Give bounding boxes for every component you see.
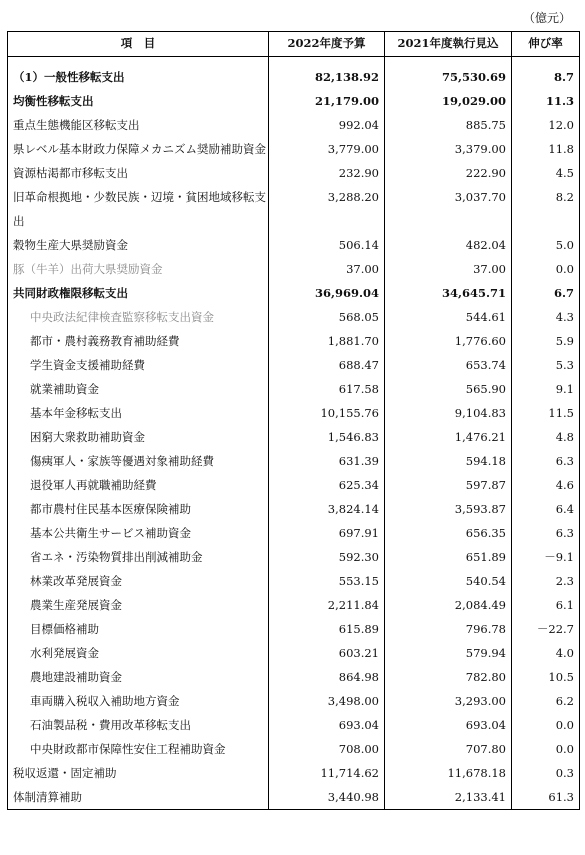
- row-growth: 8.7: [512, 57, 580, 90]
- row-growth: 4.8: [512, 425, 580, 449]
- row-item: 就業補助資金: [8, 377, 269, 401]
- row-growth: 9.1: [512, 377, 580, 401]
- row-exec-2021: 796.78: [385, 617, 512, 641]
- row-item: 車両購入税収入補助地方資金: [8, 689, 269, 713]
- row-item: 重点生態機能区移転支出: [8, 113, 269, 137]
- row-growth: 4.5: [512, 161, 580, 185]
- table-row: [8, 473, 580, 497]
- row-growth: 11.3: [512, 89, 580, 113]
- row-growth: 6.4: [512, 497, 580, 521]
- table-row: [8, 449, 580, 473]
- row-growth: 61.3: [512, 785, 580, 810]
- row-exec-2021: 885.75: [385, 113, 512, 137]
- row-budget-2022: 603.21: [269, 641, 385, 665]
- row-budget-2022: 553.15: [269, 569, 385, 593]
- row-exec-2021: 3,379.00: [385, 137, 512, 161]
- table-row: [8, 545, 580, 569]
- table-row: [8, 665, 580, 689]
- row-item: 穀物生産大県奨励資金: [8, 233, 269, 257]
- row-budget-2022: 37.00: [269, 257, 385, 281]
- row-growth: 6.1: [512, 593, 580, 617]
- row-item: 困窮大衆救助補助資金: [8, 425, 269, 449]
- row-item: 傷痍軍人・家族等優遇対象補助経費: [8, 449, 269, 473]
- row-item: 中央財政都市保障性安住工程補助資金: [8, 737, 269, 761]
- row-exec-2021: 1,776.60: [385, 329, 512, 353]
- row-growth: 6.3: [512, 449, 580, 473]
- row-item: 体制清算補助: [8, 785, 269, 810]
- row-exec-2021: 651.89: [385, 545, 512, 569]
- row-exec-2021: 782.80: [385, 665, 512, 689]
- table-row: [8, 737, 580, 761]
- row-budget-2022: 82,138.92: [269, 57, 385, 90]
- row-exec-2021: 707.80: [385, 737, 512, 761]
- row-exec-2021: 2,133.41: [385, 785, 512, 810]
- header-item: 項 目: [8, 32, 269, 57]
- table-row: [8, 401, 580, 425]
- row-item: 共同財政権限移転支出: [8, 281, 269, 305]
- table-row: [8, 305, 580, 329]
- row-item: 都市・農村義務教育補助経費: [8, 329, 269, 353]
- row-exec-2021: 579.94: [385, 641, 512, 665]
- row-exec-2021: 482.04: [385, 233, 512, 257]
- row-growth: 10.5: [512, 665, 580, 689]
- row-growth: 8.2: [512, 185, 580, 233]
- row-item: 水利発展資金: [8, 641, 269, 665]
- row-exec-2021: 75,530.69: [385, 57, 512, 90]
- row-growth: 6.3: [512, 521, 580, 545]
- table-row: [8, 57, 580, 90]
- row-budget-2022: 693.04: [269, 713, 385, 737]
- row-budget-2022: 232.90: [269, 161, 385, 185]
- row-budget-2022: 625.34: [269, 473, 385, 497]
- row-item: 目標価格補助: [8, 617, 269, 641]
- table-row: [8, 713, 580, 737]
- row-growth: 0.0: [512, 713, 580, 737]
- row-item: 石油製品税・費用改革移転支出: [8, 713, 269, 737]
- table-row: [8, 521, 580, 545]
- row-growth: 0.0: [512, 737, 580, 761]
- table-row: [8, 353, 580, 377]
- row-budget-2022: 36,969.04: [269, 281, 385, 305]
- table-row: [8, 161, 580, 185]
- table-row: [8, 281, 580, 305]
- row-item: 林業改革発展資金: [8, 569, 269, 593]
- table-row: [8, 425, 580, 449]
- row-exec-2021: 34,645.71: [385, 281, 512, 305]
- row-budget-2022: 708.00: [269, 737, 385, 761]
- row-budget-2022: 3,824.14: [269, 497, 385, 521]
- row-budget-2022: 592.30: [269, 545, 385, 569]
- table-row: [8, 185, 580, 233]
- row-item: 基本年金移転支出: [8, 401, 269, 425]
- row-item: 資源枯渇都市移転支出: [8, 161, 269, 185]
- table-row: [8, 329, 580, 353]
- row-budget-2022: 3,498.00: [269, 689, 385, 713]
- row-budget-2022: 21,179.00: [269, 89, 385, 113]
- row-exec-2021: 3,593.87: [385, 497, 512, 521]
- row-budget-2022: 688.47: [269, 353, 385, 377]
- row-budget-2022: 506.14: [269, 233, 385, 257]
- table-row: [8, 617, 580, 641]
- row-budget-2022: 617.58: [269, 377, 385, 401]
- row-growth: 2.3: [512, 569, 580, 593]
- row-budget-2022: 3,440.98: [269, 785, 385, 810]
- table-row: [8, 257, 580, 281]
- row-budget-2022: 1,546.83: [269, 425, 385, 449]
- table-row: [8, 785, 580, 810]
- row-budget-2022: 992.04: [269, 113, 385, 137]
- row-growth: 11.5: [512, 401, 580, 425]
- row-growth: 6.7: [512, 281, 580, 305]
- row-growth: －22.7: [512, 617, 580, 641]
- table-row: [8, 641, 580, 665]
- row-item: 旧革命根拠地・少数民族・辺境・貧困地域移転支出: [8, 185, 269, 233]
- row-exec-2021: 594.18: [385, 449, 512, 473]
- header-exec-2021: 2021年度執行見込: [385, 32, 512, 57]
- row-growth: 5.0: [512, 233, 580, 257]
- row-exec-2021: 19,029.00: [385, 89, 512, 113]
- table-row: [8, 233, 580, 257]
- table-row: [8, 569, 580, 593]
- row-item: 都市農村住民基本医療保険補助: [8, 497, 269, 521]
- row-growth: 0.0: [512, 257, 580, 281]
- row-exec-2021: 540.54: [385, 569, 512, 593]
- row-item: 中央政法紀律検査監察移転支出資金: [8, 305, 269, 329]
- row-growth: 4.3: [512, 305, 580, 329]
- row-growth: 12.0: [512, 113, 580, 137]
- transfer-payment-table: [7, 31, 580, 810]
- row-growth: 6.2: [512, 689, 580, 713]
- row-item: 省エネ・汚染物質排出削減補助金: [8, 545, 269, 569]
- unit-label: （億元）: [522, 11, 571, 25]
- row-item: 基本公共衛生サービス補助資金: [8, 521, 269, 545]
- row-item: 均衡性移転支出: [8, 89, 269, 113]
- row-item: 税収返還・固定補助: [8, 761, 269, 785]
- row-item: 県レベル基本財政力保障メカニズム奨励補助資金: [8, 137, 269, 161]
- row-budget-2022: 11,714.62: [269, 761, 385, 785]
- table-row: [8, 377, 580, 401]
- row-growth: 5.3: [512, 353, 580, 377]
- row-exec-2021: 222.90: [385, 161, 512, 185]
- row-item: 学生資金支援補助経費: [8, 353, 269, 377]
- row-exec-2021: 693.04: [385, 713, 512, 737]
- row-budget-2022: 568.05: [269, 305, 385, 329]
- row-exec-2021: 565.90: [385, 377, 512, 401]
- row-budget-2022: 10,155.76: [269, 401, 385, 425]
- row-budget-2022: 2,211.84: [269, 593, 385, 617]
- row-budget-2022: 631.39: [269, 449, 385, 473]
- row-exec-2021: 2,084.49: [385, 593, 512, 617]
- row-exec-2021: 1,476.21: [385, 425, 512, 449]
- table-row: [8, 113, 580, 137]
- row-item: 農業生産発展資金: [8, 593, 269, 617]
- row-growth: 11.8: [512, 137, 580, 161]
- row-exec-2021: 653.74: [385, 353, 512, 377]
- row-exec-2021: 3,293.00: [385, 689, 512, 713]
- table-row: [8, 137, 580, 161]
- row-budget-2022: 3,779.00: [269, 137, 385, 161]
- row-exec-2021: 11,678.18: [385, 761, 512, 785]
- row-budget-2022: 1,881.70: [269, 329, 385, 353]
- table-row: [8, 761, 580, 785]
- row-exec-2021: 9,104.83: [385, 401, 512, 425]
- row-item: （1）一般性移転支出: [8, 57, 269, 90]
- row-exec-2021: 544.61: [385, 305, 512, 329]
- table-row: [8, 593, 580, 617]
- row-budget-2022: 864.98: [269, 665, 385, 689]
- row-exec-2021: 3,037.70: [385, 185, 512, 233]
- row-budget-2022: 697.91: [269, 521, 385, 545]
- table-row: [8, 689, 580, 713]
- row-item: 退役軍人再就職補助経費: [8, 473, 269, 497]
- row-budget-2022: 615.89: [269, 617, 385, 641]
- table-row: [8, 497, 580, 521]
- row-growth: 5.9: [512, 329, 580, 353]
- row-budget-2022: 3,288.20: [269, 185, 385, 233]
- row-growth: －9.1: [512, 545, 580, 569]
- row-item: 農地建設補助資金: [8, 665, 269, 689]
- row-growth: 4.0: [512, 641, 580, 665]
- row-exec-2021: 37.00: [385, 257, 512, 281]
- header-budget-2022: 2022年度予算: [269, 32, 385, 57]
- row-growth: 0.3: [512, 761, 580, 785]
- row-growth: 4.6: [512, 473, 580, 497]
- row-exec-2021: 656.35: [385, 521, 512, 545]
- table-header-row: [8, 32, 580, 57]
- row-item: 豚（牛羊）出荷大県奨励資金: [8, 257, 269, 281]
- table-row: [8, 89, 580, 113]
- row-exec-2021: 597.87: [385, 473, 512, 497]
- header-growth: 伸び率: [512, 32, 580, 57]
